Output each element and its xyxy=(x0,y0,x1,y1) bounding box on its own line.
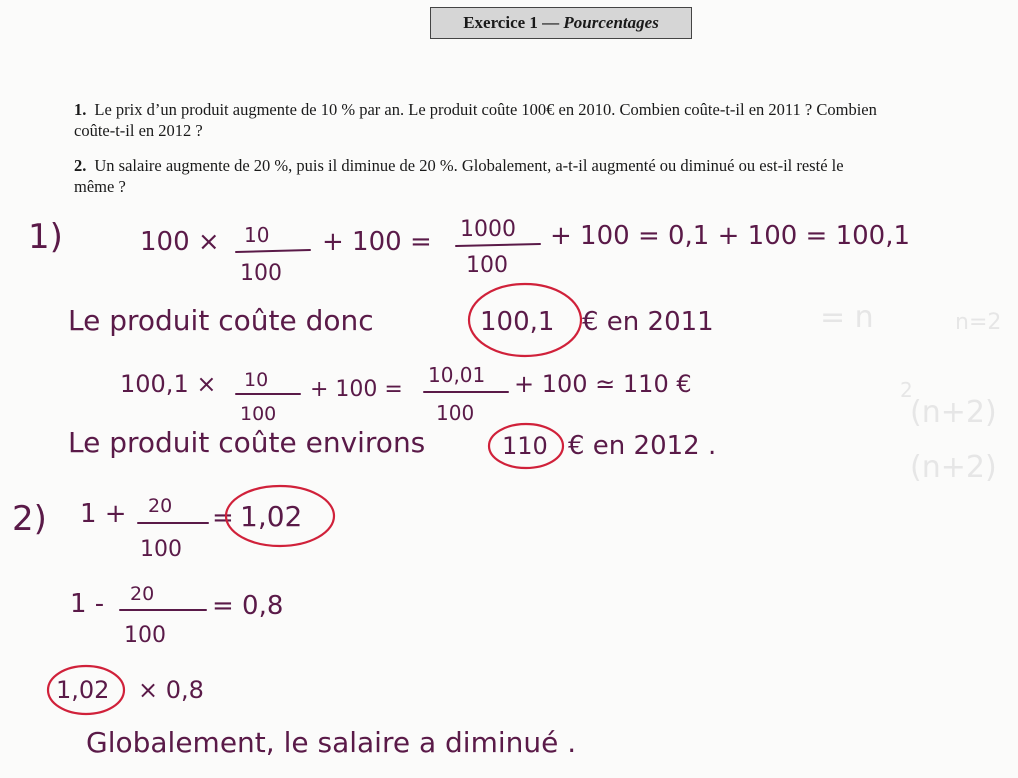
line6-b: = 0,8 xyxy=(212,591,284,621)
line7-after: × 0,8 xyxy=(138,676,204,704)
line2-circled: 100,1 xyxy=(480,307,555,337)
question-text: Un salaire augmente de 20 %, puis il diminue de 20 %. Globalement, a-t-il augmenté ou diminué ou est-il resté le même ? xyxy=(74,156,844,196)
bleed-through-1: = n xyxy=(820,300,874,335)
line1-frac2-bar xyxy=(456,244,540,246)
line8-conclusion: Globalement, le salaire a diminué . xyxy=(86,726,577,759)
line4-before: Le produit coûte environs xyxy=(68,426,426,459)
line1-frac-den: 100 xyxy=(240,261,282,286)
bleed-through-4: 2 xyxy=(900,378,913,402)
line5-circled: 1,02 xyxy=(240,500,303,533)
line3-c: + 100 ≃ 110 € xyxy=(514,370,692,398)
line4-after: € en 2012 . xyxy=(568,431,717,461)
line1-frac2-den: 100 xyxy=(466,253,508,278)
bleed-through-5: n=2 xyxy=(955,310,1002,335)
bleed-through-2: (n+2) xyxy=(910,395,997,430)
line3-frac-num: 10 xyxy=(244,369,269,391)
line4-circled: 110 xyxy=(502,432,548,460)
line3-frac-den: 100 xyxy=(240,403,277,425)
line3-b: + 100 = xyxy=(310,377,403,402)
line1-a: 100 × xyxy=(140,227,220,257)
question-text: Le prix d’un produit augmente de 10 % par an. Le produit coûte 100€ en 2010. Combien coûte-t-il en 2011 ? Combien coûte-t-il en 2012 ? xyxy=(74,100,877,140)
line3-a: 100,1 × xyxy=(120,370,217,398)
question-number: 1. xyxy=(74,100,87,119)
line3-frac2-den: 100 xyxy=(436,401,475,425)
line2-after: € en 2011 xyxy=(582,307,714,337)
line1-b: + 100 = xyxy=(322,227,432,257)
line3-frac2-num: 10,01 xyxy=(428,363,486,387)
line1-c: + 100 = 0,1 + 100 = 100,1 xyxy=(550,221,911,251)
bleed-through-3: (n+2) xyxy=(910,450,997,485)
line1-frac-num: 10 xyxy=(244,223,270,247)
line5-eq: = xyxy=(212,503,234,533)
line1-frac-bar xyxy=(236,250,310,252)
part1-label: 1) xyxy=(28,217,63,257)
line5-frac-den: 100 xyxy=(140,537,182,562)
question-number: 2. xyxy=(74,156,87,175)
line2-before: Le produit coûte donc xyxy=(68,304,374,337)
line5-a: 1 + xyxy=(80,499,127,529)
exercise-label: Exercice 1 xyxy=(463,13,538,32)
line5-frac-num: 20 xyxy=(148,495,173,517)
line6-frac-num: 20 xyxy=(130,583,155,605)
exercise-dash: — xyxy=(542,13,560,32)
line6-frac-den: 100 xyxy=(124,623,166,648)
exercise-topic: Pourcentages xyxy=(563,13,659,32)
line7-circled: 1,02 xyxy=(56,676,110,704)
part2-label: 2) xyxy=(12,499,47,539)
line6-a: 1 - xyxy=(70,589,105,619)
line1-frac2-num: 1000 xyxy=(460,217,516,242)
